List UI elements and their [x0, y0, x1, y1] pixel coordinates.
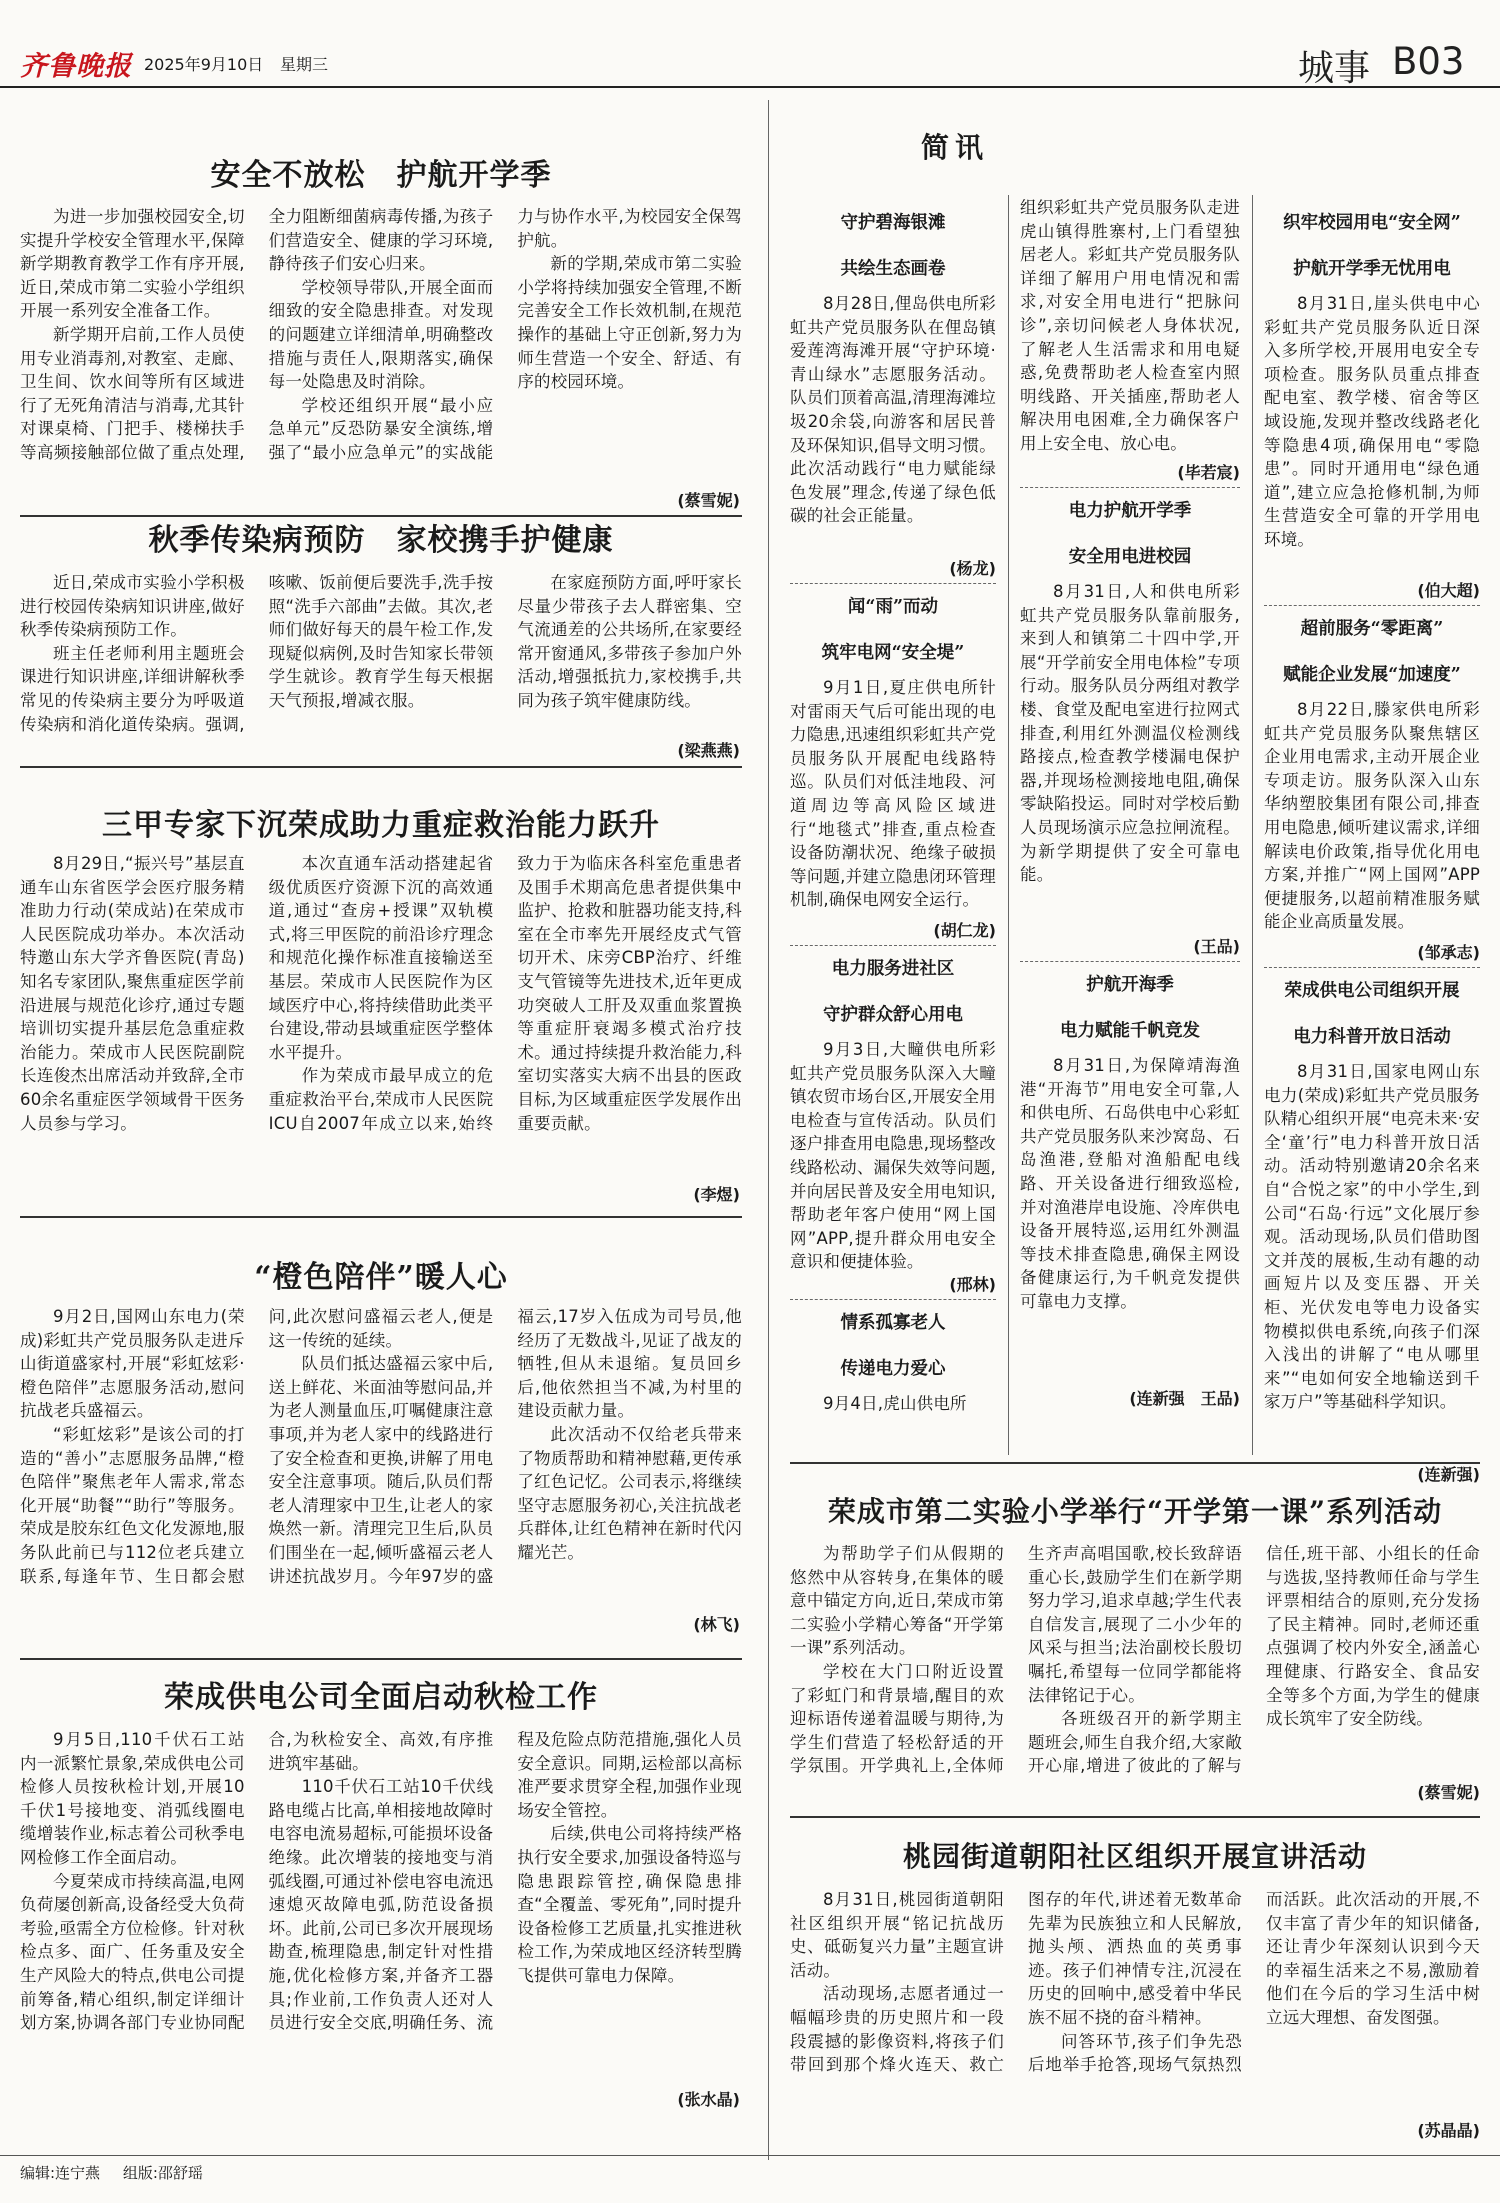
column-separator	[1008, 195, 1009, 1455]
issue-date: 2025年9月10日	[144, 55, 264, 74]
brief-body	[1264, 698, 1480, 938]
brief-title: 电力护航开学季	[1068, 501, 1192, 521]
article-hospital-title: 三甲专家下沉荣成助力重症救治能力跃升	[102, 808, 660, 843]
article-autumn-check-byline: (张水晶)	[677, 2090, 740, 2109]
paragraph: 9月3日,大疃供电所彩虹共产党员服务队深入大疃镇农贸市场台区,开展安全用电检查与宣传活动。队员们逐户排查用电隐患,现场整改线路松动、漏保失效等问题,并向居民普及安全用电知识,帮助老年客户使用“网上国网”APP,提升群众用电安全意识和便捷体验。	[790, 1040, 996, 1270]
brief-body	[1020, 1054, 1240, 1384]
paragraph: 各班级召开的新学期主题班会,师生自我介绍,大家敞开心扉,增进了彼此的了解与信任,班干部、小组长的任命与选拔,坚持教师任命与学生评票相结合的原则,充分发扬了民主精神。同时,老师还重点强调了校内外安全,涵盖心理健康、行路安全、食品安全等多个方面,为学生的健康成长筑牢了安全防线。	[1028, 1544, 1480, 1776]
paragraph: 8月29日,“振兴号”基层直通车山东省医学会医疗服务精准助力行动(荣成站)在荣成市人民医院成功举办。本次活动特邀山东大学齐鲁医院(青岛)知名专家团队,聚焦重症医学前沿进展与规范化诊疗,通过专题培训切实提升基层危急重症救治能力。荣成市人民医院副院长连俊杰出席活动并致辞,全市60余名重症医学领域骨干医务人员参与学习。	[20, 854, 245, 1133]
paragraph: 8月31日,桃园街道朝阳社区组织开展“铭记抗战历史、砥砺复兴力量”主题宣讲活动。	[790, 1890, 1004, 1980]
brief-byline: (毕若宸)	[1177, 463, 1240, 482]
paragraph: 学校还组织开展“最小应急单元”反恐防暴安全演练,增强了“最小应急单元”的实战能力与协作水平,为校园安全保驾护航。	[268, 207, 742, 462]
brief-subtitle: 电力科普开放日活动	[1293, 1027, 1451, 1047]
paragraph: 8月31日,为保障靖海渔港“开海节”用电安全可靠,人和供电所、石岛供电中心彩虹共产党员服务队来沙窝岛、石岛渔港,登船对渔船配电线路、开关设备进行细致巡检,并对渔港岸电设施、冷库供电设备开展特巡,运用红外测温等技术排查隐患,确保主网设备健康运行,为千帆竞发提供可靠电力支撑。	[1020, 1056, 1240, 1311]
paragraph: 今夏荣成市持续高温,电网负荷屡创新高,设备经受大负荷考验,亟需全方位检修。针对秋检点多、面广、任务重及安全生产风险大的特点,供电公司提前筹备,精心组织,制定详细计划方案,协调各部门专业协同配合,为秋检安全、高效,有序推进筑牢基础。	[20, 1730, 494, 2033]
article-epidemic-title: 秋季传染病预防 家校携手护健康	[148, 523, 614, 558]
paragraph: 新学期开启前,工作人员使用专业消毒剂,对教室、走廊、卫生间、饮水间等所有区域进行了无死角清洁与消毒,尤其针对课桌椅、门把手、楼梯扶手等高频接触部位做了重点处理,全力阻断细菌病毒传播,为孩子们营造安全、健康的学习环境,静待孩子们安心归来。	[20, 207, 494, 462]
brief-body	[790, 292, 996, 554]
article-epidemic-body	[20, 571, 742, 761]
brief-byline: (连新强 王品)	[1129, 1389, 1240, 1408]
paragraph: 9月5日,110千伏石工站内一派繁忙景象,荣成供电公司检修人员按秋检计划,开展10千伏1号接地变、消弧线圈电缆增装作业,标志着公司秋季电网检修工作全面启动。	[20, 1730, 245, 1867]
page-number: B03	[1392, 40, 1465, 83]
paragraph: 在家庭预防方面,呼吁家长尽量少带孩子去人群密集、空气流通差的公共场所,在家要经常开窗通风,多带孩子参加户外活动,增强抵抗力,家校携手,共同为孩子筑牢健康防线。	[517, 573, 742, 710]
paragraph: 8月31日,崖头供电中心彩虹共产党员服务队近日深入多所学校,开展用电安全专项检查。服务队员重点排查配电室、教学楼、宿舍等区域设施,发现并整改线路老化等隐患4项,确保用电“零隐患”。同时开通用电“绿色通道”,建立应急抢修机制,为师生营造安全可靠的开学用电环境。	[1264, 294, 1480, 549]
brief-byline: (王品)	[1193, 937, 1240, 956]
brief-title: 织牢校园用电“安全网”	[1283, 213, 1461, 233]
paragraph: 学校在大门口附近设置了彩虹门和背景墙,醒目的欢迎标语传递着温暖与期待,为学生们营造了轻松舒适的开学氛围。开学典礼上,全体师生齐声高唱国歌,校长致辞语重心长,鼓励学生们在新学期努力学习,追求卓越;学生代表自信发言,展现了二小少年的风采与担当;法治副校长殷切嘱托,希望每一位同学都能将法律铭记于心。	[790, 1544, 1242, 1776]
brief-subtitle: 守护群众舒心用电	[823, 1005, 963, 1025]
masthead	[20, 40, 1480, 89]
brief-byline: (连新强)	[1417, 1465, 1480, 1484]
brief-body	[1264, 1060, 1480, 1460]
paragraph: 9月2日,国网山东电力(荣成)彩虹共产党员服务队走进斥山街道盛家村,开展“彩虹炫彩·橙色陪伴”志愿服务活动,慰问抗战老兵盛福云。	[20, 1307, 245, 1421]
newspaper-logo: 齐鲁晚报	[20, 51, 132, 82]
divider	[20, 766, 742, 768]
article-orange-title: “橙色陪伴”暖人心	[254, 1260, 508, 1295]
briefs-section-title: 简讯	[920, 131, 989, 164]
brief-subtitle: 传递电力爱心	[840, 1359, 946, 1379]
paragraph: 9月1日,夏庄供电所针对雷雨天气后可能出现的电力隐患,迅速组织彩虹共产党员服务队开展配电线路特巡。队员们对低洼地段、河道周边等高风险区域进行“地毯式”排查,重点检查设备防潮状况、绝缘子破损等问题,并建立隐患闭环管理机制,确保电网安全运行。	[790, 678, 996, 910]
divider	[20, 1216, 742, 1218]
brief-body	[790, 1392, 996, 1418]
brief-title: 情系孤寡老人	[840, 1313, 946, 1333]
footer-editor: 编辑:连宁燕	[20, 2164, 101, 2182]
paragraph: 8月31日,人和供电所彩虹共产党员服务队靠前服务,来到人和镇第二十四中学,开展“开学前安全用电体检”专项行动。服务队员分两组对教学楼、食堂及配电室进行拉网式排查,利用红外测温仪检测线路接点,检查教学楼漏电保护器,并现场检测接地电阻,确保零缺陷投运。同时对学校后勤人员现场演示应急拉闸流程。为新学期提供了安全可靠电能。	[1020, 582, 1240, 885]
paragraph: “彩虹炫彩”是该公司的打造的“善小”志愿服务品牌,“橙色陪伴”聚焦老年人需求,常态化开展“助餐”“助行”等服务。荣成是胶东红色文化发源地,服务队此前已与112位老兵建立联系,每逢年节、生日都会慰问,此次慰问盛福云老人,便是这一传统的延续。	[20, 1307, 494, 1586]
paragraph: 本次直通车活动搭建起省级优质医疗资源下沉的高效通道,通过“查房+授课”双轨模式,将三甲医院的前沿诊疗理念和规范化操作标准直接输送至基层。荣成市人民医院作为区域医疗中心,将持续借助此类平台建设,带动县域重症医学整体水平提升。	[268, 854, 494, 1062]
paragraph: 9月4日,虎山供电所	[823, 1394, 967, 1413]
paragraph: 8月28日,俚岛供电所彩虹共产党员服务队在俚岛镇爱莲湾海滩开展“守护环境·青山绿水”志愿服务活动。队员们顶着高温,清理海滩垃圾20余袋,向游客和居民普及环保知识,倡导文明习惯。此次活动践行“电力赋能绿色发展”理念,传递了绿色低碳的社会正能量。	[790, 294, 996, 526]
brief-title: 守护碧海银滩	[840, 213, 946, 233]
paragraph: 学校领导带队,开展全面而细致的安全隐患排查。对发现的问题建立详细清单,明确整改措施与责任人,限期落实,确保每一处隐患及时消除。	[268, 277, 494, 392]
brief-subtitle: 安全用电进校园	[1068, 547, 1192, 567]
divider	[20, 1658, 742, 1660]
brief-subtitle: 护航开学季无忧用电	[1293, 259, 1451, 279]
paragraph: 近日,荣成市实验小学积极进行校园传染病知识讲座,做好秋季传染病预防工作。	[20, 573, 245, 640]
divider	[790, 1462, 1480, 1464]
article-taoyuan-body	[790, 1888, 1480, 2123]
article-hospital-body	[20, 852, 742, 1212]
brief-title: 荣成供电公司组织开展	[1284, 981, 1460, 1001]
column-separator	[768, 100, 769, 2160]
paragraph: 为进一步加强校园安全,切实提升学校安全管理水平,保障新学期教育教学工作有序开展,近日,荣成市第二实验小学组织开展一系列安全准备工作。	[20, 207, 245, 321]
brief-body	[790, 676, 996, 916]
brief-byline: (伯大超)	[1417, 581, 1480, 600]
briefs-column-1	[790, 200, 996, 1418]
article-orange-body	[20, 1305, 742, 1660]
briefs-column-2	[1020, 196, 1240, 1409]
issue-weekday: 星期三	[280, 55, 329, 74]
article-safety-byline: (蔡雪妮)	[677, 491, 740, 510]
article-first-class-body	[790, 1542, 1480, 1800]
paragraph: 此次活动不仅给老兵带来了物质帮助和精神慰藉,更传承了红色记忆。公司表示,将继续坚守志愿服务初心,关注抗战老兵群体,让红色精神在新时代闪耀光芒。	[517, 1424, 742, 1562]
footer	[20, 2162, 203, 2183]
paragraph: 8月22日,滕家供电所彩虹共产党员服务队聚焦辖区企业用电需求,主动开展企业专项走访。服务队深入山东华纳塑胶集团有限公司,排查用电隐患,倾听建议需求,详细解读电价政策,指导优化用电方案,并推广“网上国网”APP便捷服务,以超前精准服务赋能企业高质量发展。	[1264, 700, 1480, 932]
paragraph: 后续,供电公司将持续严格执行安全要求,加强设备特巡与隐患跟踪管控,确保隐患排查“全覆盖、零死角”,同时提升设备检修工艺质量,扎实推进秋检工作,为荣成地区经济转型腾飞提供可靠电力保障。	[517, 1824, 742, 1985]
paragraph: 活动现场,志愿者通过一幅幅珍贵的历史照片和一段段震撼的影像资料,将孩子们带回到那个烽火连天、救亡图存的年代,讲述着无数革命先辈为民族独立和人民解放,抛头颅、洒热血的英勇事迹。孩子们神情专注,沉浸在历史的回响中,感受着中华民族不屈不挠的奋斗精神。	[790, 1890, 1242, 2075]
paragraph: 队员们抵达盛福云家中后,送上鲜花、米面油等慰问品,并为老人测量血压,叮嘱健康注意事项,并为老人家中的线路进行了安全检查和更换,讲解了用电安全注意事项。随后,队员们帮老人清理家中卫生,让老人的家焕然一新。清理完卫生后,队员们围坐在一起,倾听盛福云老人讲述抗战岁月。今年97岁的盛福云,17岁入伍成为司号员,他经历了无数战斗,见证了战友的牺牲,但从未退缩。复员回乡后,他依然担当不减,为村里的建设贡献力量。	[268, 1307, 742, 1586]
column-separator	[1252, 195, 1253, 1455]
brief-byline: (邹承志)	[1417, 943, 1480, 962]
brief-title: 超前服务“零距离”	[1300, 619, 1444, 639]
briefs-column-3	[1264, 200, 1480, 1485]
brief-body	[1020, 196, 1240, 458]
paragraph: 为帮助学子们从假期的悠然中从容转身,在集体的暖意中锚定方向,近日,荣成市第二实验小学精心筹备“开学第一课”系列活动。	[790, 1544, 1004, 1658]
brief-byline: (邢林)	[949, 1275, 996, 1294]
footer-layout: 组版:邵舒瑶	[122, 2164, 203, 2182]
article-autumn-check-body	[20, 1728, 742, 2113]
article-taoyuan-title: 桃园街道朝阳社区组织开展宣讲活动	[902, 1840, 1367, 1873]
brief-body	[790, 1038, 996, 1270]
article-first-class-title: 荣成市第二实验小学举行“开学第一课”系列活动	[827, 1495, 1443, 1528]
masthead-rule	[0, 86, 1500, 88]
article-autumn-check-title: 荣成供电公司全面启动秋检工作	[164, 1680, 598, 1715]
article-epidemic-byline: (梁燕燕)	[677, 741, 740, 760]
footer-rule	[0, 2155, 1500, 2156]
article-first-class-byline: (蔡雪妮)	[1417, 1783, 1480, 1802]
brief-title: 闻“雨”而动	[847, 597, 939, 617]
divider	[790, 1816, 1480, 1818]
brief-byline: (胡仁龙)	[933, 921, 996, 940]
brief-subtitle: 电力赋能千帆竞发	[1060, 1021, 1200, 1041]
article-hospital-byline: (李煜)	[693, 1185, 740, 1204]
paragraph: 作为荣成市最早成立的危重症救治平台,荣成市人民医院ICU自2007年成立以来,始终致力于为临床各科室危重患者及围手术期高危患者提供集中监护、抢救和脏器功能支持,科室在全市率先开展经皮式气管切开术、床旁CBP治疗、纤维支气管镜等先进技术,近年更成功突破人工肝及双重血浆置换等重症肝衰竭多模式治疗技术。通过持续提升救治能力,科室切实落实大病不出县的医政目标,为区域重症医学发展作出重要贡献。	[268, 854, 742, 1133]
paragraph: 110千伏石工站10千伏线路电缆占比高,单相接地故障时电容电流易超标,可能损坏设备绝缘。此次增装的接地变与消弧线圈,可通过补偿电容电流迅速熄灭故障电弧,防范设备损坏。此前,公司已多次开展现场勘查,梳理隐患,制定针对性措施,优化检修方案,并备齐工器具;作业前,工作负责人还对人员进行安全交底,明确任务、流程及危险点防范措施,强化人员安全意识。同期,运检部以高标准严要求贯穿全程,加强作业现场安全管控。	[268, 1730, 742, 2033]
article-safety-body	[20, 205, 742, 490]
paragraph: 新的学期,荣成市第二实验小学将持续加强安全管理,不断完善安全工作长效机制,在规范操作的基础上守正创新,努力为师生营造一个安全、舒适、有序的校园环境。	[517, 254, 742, 392]
paragraph: 8月31日,国家电网山东电力(荣成)彩虹共产党员服务队精心组织开展“电亮未来·安全‘童’行”电力科普开放日活动。活动特别邀请20余名来自“合悦之家”的中小学生,到公司“石岛·行远”文化展厅参观。活动现场,队员们借助图文并茂的展板,生动有趣的动画短片以及变压器、开关柜、光伏发电等电力设备实物模拟供电系统,向孩子们深入浅出的讲解了“电从哪里来”“电如何安全地输送到千家万户”等基础科学知识。	[1264, 1062, 1480, 1412]
section-name: 城事	[1298, 48, 1371, 89]
brief-body	[1264, 292, 1480, 576]
paragraph: 问答环节,孩子们争先恐后地举手抢答,现场气氛热烈而活跃。此次活动的开展,不仅丰富了青少年的知识储备,还让青少年深刻认识到今天的幸福生活来之不易,激励着他们在今后的学习生活中树立远大理想、奋发图强。	[1028, 1890, 1480, 2075]
brief-title: 护航开海季	[1086, 975, 1174, 995]
brief-body	[1020, 580, 1240, 932]
article-safety-title: 安全不放松 护航开学季	[210, 158, 552, 193]
brief-subtitle: 筑牢电网“安全堤”	[821, 643, 965, 663]
brief-subtitle: 赋能企业发展“加速度”	[1283, 665, 1461, 685]
brief-byline: (杨龙)	[949, 559, 996, 578]
paragraph: 组织彩虹共产党员服务队走进虎山镇得胜寨村,上门看望独居老人。彩虹共产党员服务队详细了解用户用电情况和需求,对安全用电进行“把脉问诊”,亲切问候老人身体状况,了解老人生活需求和用电疑惑,免费帮助老人检查室内照明线路、开关插座,帮助老人解决用电困难,全力确保客户用上安全电、放心电。	[1020, 198, 1240, 453]
paragraph: 班主任老师利用主题班会课进行知识讲座,详细讲解秋季常见的传染病主要分为呼吸道传染病和消化道传染病。强调,咳嗽、饭前便后要洗手,洗手按照“洗手六部曲”去做。其次,老师们做好每天的晨午检工作,发现疑似病例,及时告知家长带领学生就诊。教育学生每天根据天气预报,增减衣服。	[20, 573, 494, 734]
article-taoyuan-byline: (苏晶晶)	[1417, 2121, 1480, 2140]
brief-subtitle: 共绘生态画卷	[840, 259, 946, 279]
brief-title: 电力服务进社区	[831, 959, 955, 979]
article-orange-byline: (林飞)	[693, 1615, 740, 1634]
